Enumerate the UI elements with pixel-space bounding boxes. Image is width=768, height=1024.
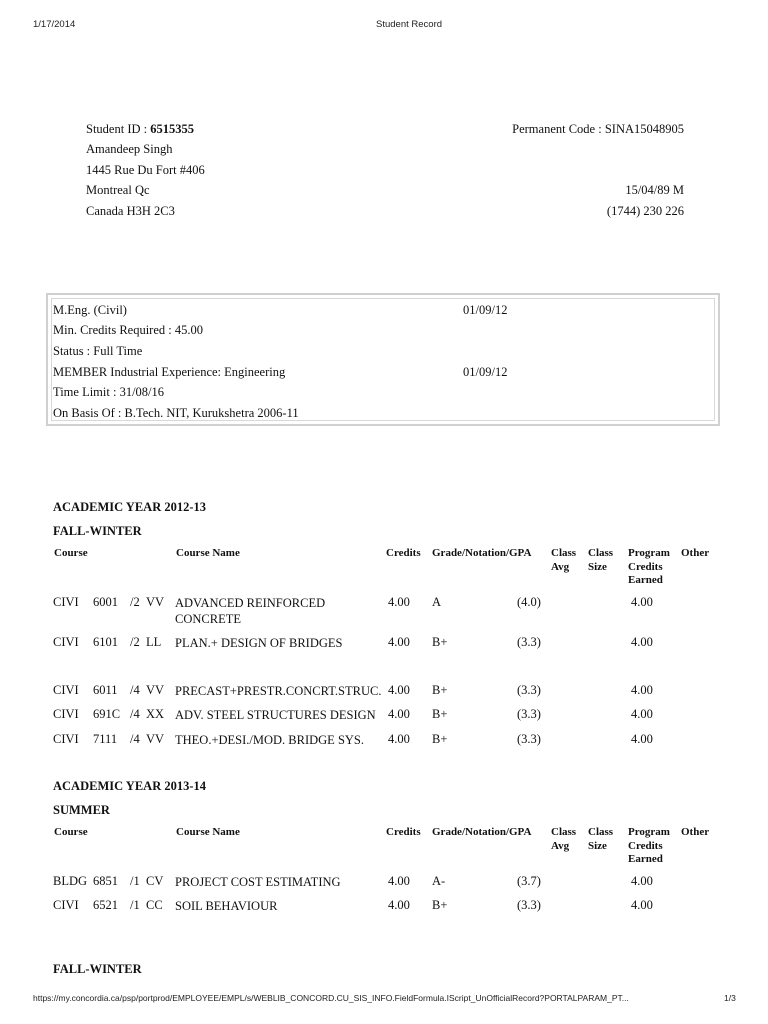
course-code: LL	[146, 635, 162, 649]
course-dept: CIVI	[53, 595, 79, 609]
course-grade: B+	[432, 635, 448, 649]
col-other: Other	[681, 547, 710, 559]
course-number: 6851	[93, 874, 118, 888]
term-title: FALL-WINTER	[53, 524, 142, 538]
course-grade: A	[432, 595, 442, 609]
program-member-date: 01/09/12	[463, 365, 508, 379]
course-credits: 4.00	[388, 707, 410, 721]
col-course: Course	[54, 547, 88, 559]
course-number: 7111	[93, 732, 118, 746]
student-id-value: 6515355	[150, 122, 194, 136]
course-number: 6101	[93, 635, 118, 649]
student-city: Montreal Qc	[86, 183, 150, 197]
program-member: MEMBER Industrial Experience: Engineering	[53, 365, 286, 379]
course-credits-earned: 4.00	[631, 595, 653, 609]
program-basis: On Basis Of : B.Tech. NIT, Kurukshetra 2006-11	[53, 406, 299, 420]
student-country: Canada H3H 2C3	[86, 204, 175, 218]
col-course-name: Course Name	[176, 826, 240, 838]
course-gpa: (3.3)	[517, 707, 541, 721]
course-section: /1	[130, 898, 140, 912]
col-class-avg: Class Avg	[551, 826, 577, 852]
course-name: PROJECT COST ESTIMATING	[175, 875, 341, 889]
course-gpa: (3.3)	[517, 683, 541, 697]
course-gpa: (3.3)	[517, 635, 541, 649]
course-credits-earned: 4.00	[631, 874, 653, 888]
course-name: ADV. STEEL STRUCTURES DESIGN	[175, 708, 376, 722]
col-course: Course	[54, 826, 88, 838]
course-grade: B+	[432, 707, 448, 721]
course-credits: 4.00	[388, 874, 410, 888]
course-section: /1	[130, 874, 140, 888]
course-grade: B+	[432, 732, 448, 746]
course-code: XX	[146, 707, 165, 721]
col-grade: Grade/Notation/GPA	[432, 826, 532, 838]
course-dept: CIVI	[53, 635, 79, 649]
course-number: 6011	[93, 683, 118, 697]
course-grade: B+	[432, 898, 448, 912]
student-name: Amandeep Singh	[86, 142, 173, 156]
permanent-code: Permanent Code : SINA15048905	[512, 122, 684, 136]
course-grade: B+	[432, 683, 448, 697]
col-program-credits: Program Credits Earned	[628, 826, 670, 865]
term-title: FALL-WINTER	[53, 962, 142, 976]
student-address: 1445 Rue Du Fort #406	[86, 163, 205, 177]
col-program-credits: Program Credits Earned	[628, 547, 670, 586]
course-code: VV	[146, 595, 165, 609]
page-number: 1/3	[724, 993, 736, 1003]
birthdate-sex: 15/04/89 M	[625, 183, 684, 197]
student-id-label: Student ID :	[86, 122, 151, 136]
col-class-size: Class Size	[588, 826, 614, 852]
course-name: PLAN.+ DESIGN OF BRIDGES	[175, 636, 343, 650]
course-credits: 4.00	[388, 898, 410, 912]
col-course-name: Course Name	[176, 547, 240, 559]
course-name: ADVANCED REINFORCED CONCRETE	[175, 596, 326, 626]
course-name: PRECAST+PRESTR.CONCRT.STRUC.	[175, 684, 382, 698]
course-section: /4	[130, 683, 140, 697]
program-status: Status : Full Time	[53, 344, 143, 358]
course-code: VV	[146, 683, 165, 697]
course-credits: 4.00	[388, 732, 410, 746]
course-gpa: (4.0)	[517, 595, 541, 609]
page-url: https://my.concordia.ca/psp/portprod/EMPLOYEE/EMPL/s/WEBLIB_CONCORD.CU_SIS_INFO.FieldFormula.IScript_UnOfficialRecord?PORTALPARAM_PT...	[33, 993, 629, 1003]
course-dept: BLDG	[53, 874, 88, 888]
course-code: CV	[146, 874, 164, 888]
academic-year-title: ACADEMIC YEAR 2013-14	[53, 779, 207, 793]
course-credits-earned: 4.00	[631, 707, 653, 721]
course-credits-earned: 4.00	[631, 683, 653, 697]
course-credits: 4.00	[388, 683, 410, 697]
course-section: /2	[130, 595, 140, 609]
program-time-limit: Time Limit : 31/08/16	[53, 385, 165, 399]
course-credits-earned: 4.00	[631, 732, 653, 746]
col-class-size: Class Size	[588, 547, 614, 573]
student-id	[86, 122, 194, 137]
col-credits: Credits	[386, 826, 421, 838]
course-dept: CIVI	[53, 898, 79, 912]
course-grade: A-	[432, 874, 446, 888]
course-section: /4	[130, 707, 140, 721]
term-title: SUMMER	[53, 803, 110, 817]
col-grade: Grade/Notation/GPA	[432, 547, 532, 559]
course-name: SOIL BEHAVIOUR	[175, 899, 278, 913]
course-number: 691C	[93, 707, 121, 721]
academic-year-title: ACADEMIC YEAR 2012-13	[53, 500, 207, 514]
course-number: 6521	[93, 898, 118, 912]
course-section: /4	[130, 732, 140, 746]
program-degree-date: 01/09/12	[463, 303, 508, 317]
course-gpa: (3.3)	[517, 898, 541, 912]
print-date: 1/17/2014	[33, 19, 76, 30]
program-degree: M.Eng. (Civil)	[53, 303, 127, 317]
course-credits: 4.00	[388, 595, 410, 609]
course-number: 6001	[93, 595, 118, 609]
program-min-credits: Min. Credits Required : 45.00	[53, 323, 203, 337]
print-title: Student Record	[376, 19, 443, 30]
course-credits-earned: 4.00	[631, 898, 653, 912]
course-credits: 4.00	[388, 635, 410, 649]
course-dept: CIVI	[53, 683, 79, 697]
phone: (1744) 230 226	[606, 204, 684, 218]
course-code: CC	[146, 898, 163, 912]
col-credits: Credits	[386, 547, 421, 559]
course-credits-earned: 4.00	[631, 635, 653, 649]
course-gpa: (3.3)	[517, 732, 541, 746]
course-gpa: (3.7)	[517, 874, 541, 888]
course-dept: CIVI	[53, 732, 79, 746]
course-section: /2	[130, 635, 140, 649]
col-other: Other	[681, 826, 710, 838]
course-name: THEO.+DESI./MOD. BRIDGE SYS.	[175, 733, 365, 747]
course-code: VV	[146, 732, 165, 746]
course-dept: CIVI	[53, 707, 79, 721]
col-class-avg: Class Avg	[551, 547, 577, 573]
